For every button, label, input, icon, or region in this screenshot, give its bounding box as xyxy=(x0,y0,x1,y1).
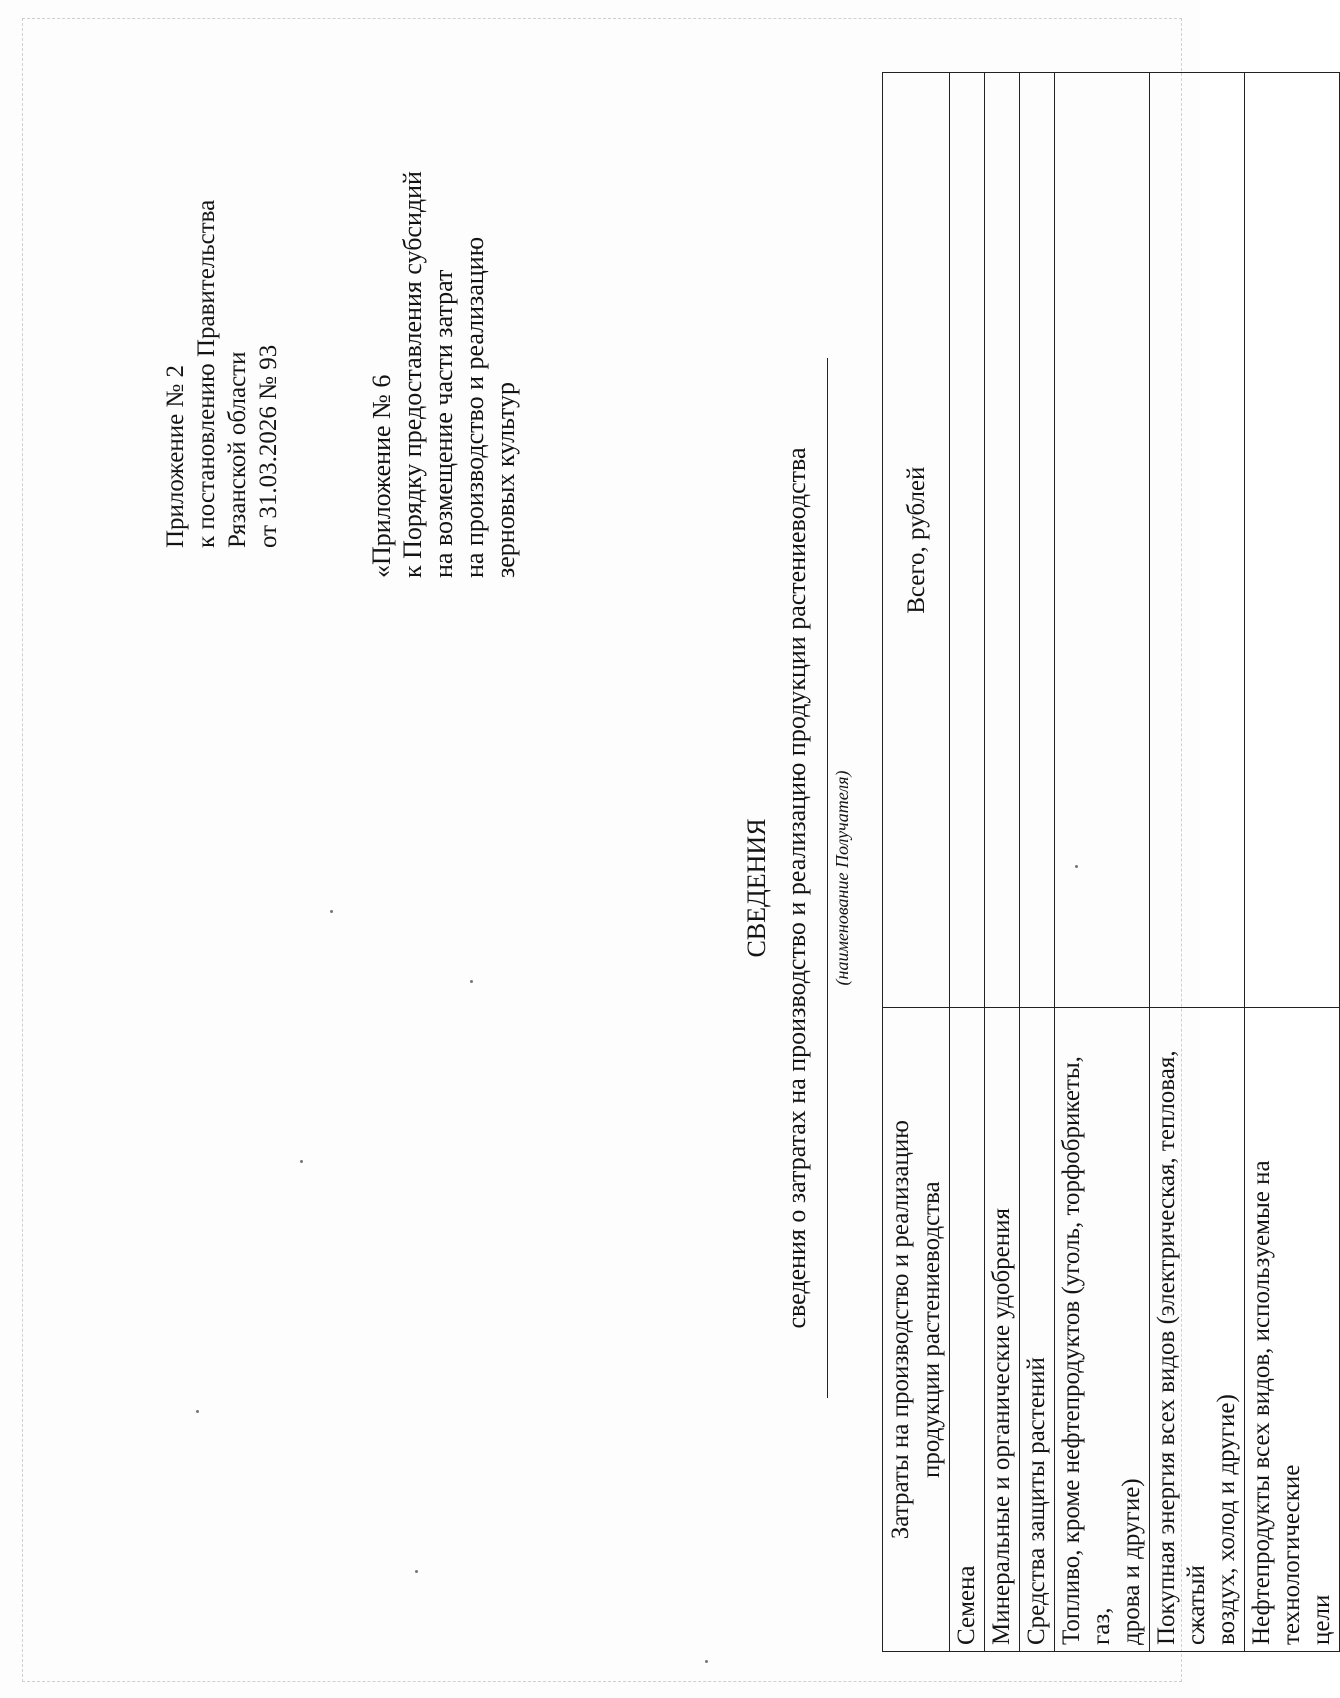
appendix-2-line: к постановлению Правительства xyxy=(193,199,220,548)
scan-speck xyxy=(1075,865,1078,868)
row-label-line: дрова и другие) xyxy=(1118,1478,1145,1645)
table-row xyxy=(1245,73,1340,1652)
row-label xyxy=(1055,1008,1150,1652)
table-row xyxy=(1150,73,1245,1652)
table-row xyxy=(950,73,985,1652)
scan-speck xyxy=(300,1160,303,1163)
row-label-line: Топливо, кроме нефтепродуктов (уголь, торфобрикеты, газ, xyxy=(1058,1056,1115,1645)
header-costs-line: Затраты на производство и реализацию xyxy=(887,1120,914,1540)
row-total-cell[interactable] xyxy=(1150,73,1245,1008)
row-total-cell[interactable] xyxy=(1245,73,1340,1008)
table-row xyxy=(1055,73,1150,1652)
table-row xyxy=(985,73,1020,1652)
appendix-6-line: на возмещение части затрат xyxy=(429,269,458,578)
scan-speck xyxy=(415,1570,418,1573)
row-label xyxy=(950,1008,985,1652)
row-label-line: Нефтепродукты всех видов, используемые на технологические xyxy=(1248,1160,1305,1645)
header-costs-line: продукции растениеводства xyxy=(918,1181,945,1479)
header-costs-column xyxy=(883,1008,950,1652)
row-total-cell[interactable] xyxy=(1020,73,1055,1008)
row-label-line: цели xyxy=(1308,1594,1335,1645)
appendix-6-line: «Приложение № 6 xyxy=(367,374,396,578)
row-total-cell[interactable] xyxy=(950,73,985,1008)
row-label-line: воздух, холод и другие) xyxy=(1213,1394,1240,1645)
row-total-cell[interactable] xyxy=(1055,73,1150,1008)
document-subtitle: сведения о затратах на производство и реализацию продукции растениеводства xyxy=(782,447,811,1329)
scan-speck xyxy=(330,910,333,913)
row-total-cell[interactable] xyxy=(985,73,1020,1008)
appendix-6-line: к Порядку предоставления субсидий xyxy=(398,171,427,578)
recipient-name-line xyxy=(827,358,828,1398)
row-label xyxy=(1150,1008,1245,1652)
appendix-2-block xyxy=(160,200,284,548)
document-title: СВЕДЕНИЯ xyxy=(742,818,771,958)
recipient-caption: (наименование Получателя) xyxy=(832,770,852,986)
appendix-6-line: на производство и реализацию xyxy=(460,236,489,578)
costs-table xyxy=(882,72,1340,1652)
appendix-2-line: от 31.03.2026 № 93 xyxy=(255,344,282,548)
appendix-2-line: Рязанской области xyxy=(224,351,251,548)
row-label-line: Средства защиты растений xyxy=(1023,1357,1050,1645)
header-total-column: Всего, рублей xyxy=(883,73,950,1008)
appendix-6-block xyxy=(366,171,521,578)
appendix-6-line: зерновых культур xyxy=(491,382,520,578)
table-header-row xyxy=(883,73,950,1652)
scan-speck xyxy=(196,1410,199,1413)
scan-speck xyxy=(470,980,473,983)
table-row xyxy=(1020,73,1055,1652)
row-label xyxy=(985,1008,1020,1652)
row-label-line: Минеральные и органические удобрения xyxy=(988,1207,1015,1645)
appendix-2-line: Приложение № 2 xyxy=(162,364,189,548)
row-label xyxy=(1245,1008,1340,1652)
scan-speck xyxy=(705,1660,708,1663)
row-label-line: Семена xyxy=(953,1565,980,1645)
row-label-line: Покупная энергия всех видов (электрическая, тепловая, сжатый xyxy=(1153,1050,1210,1645)
row-label xyxy=(1020,1008,1055,1652)
